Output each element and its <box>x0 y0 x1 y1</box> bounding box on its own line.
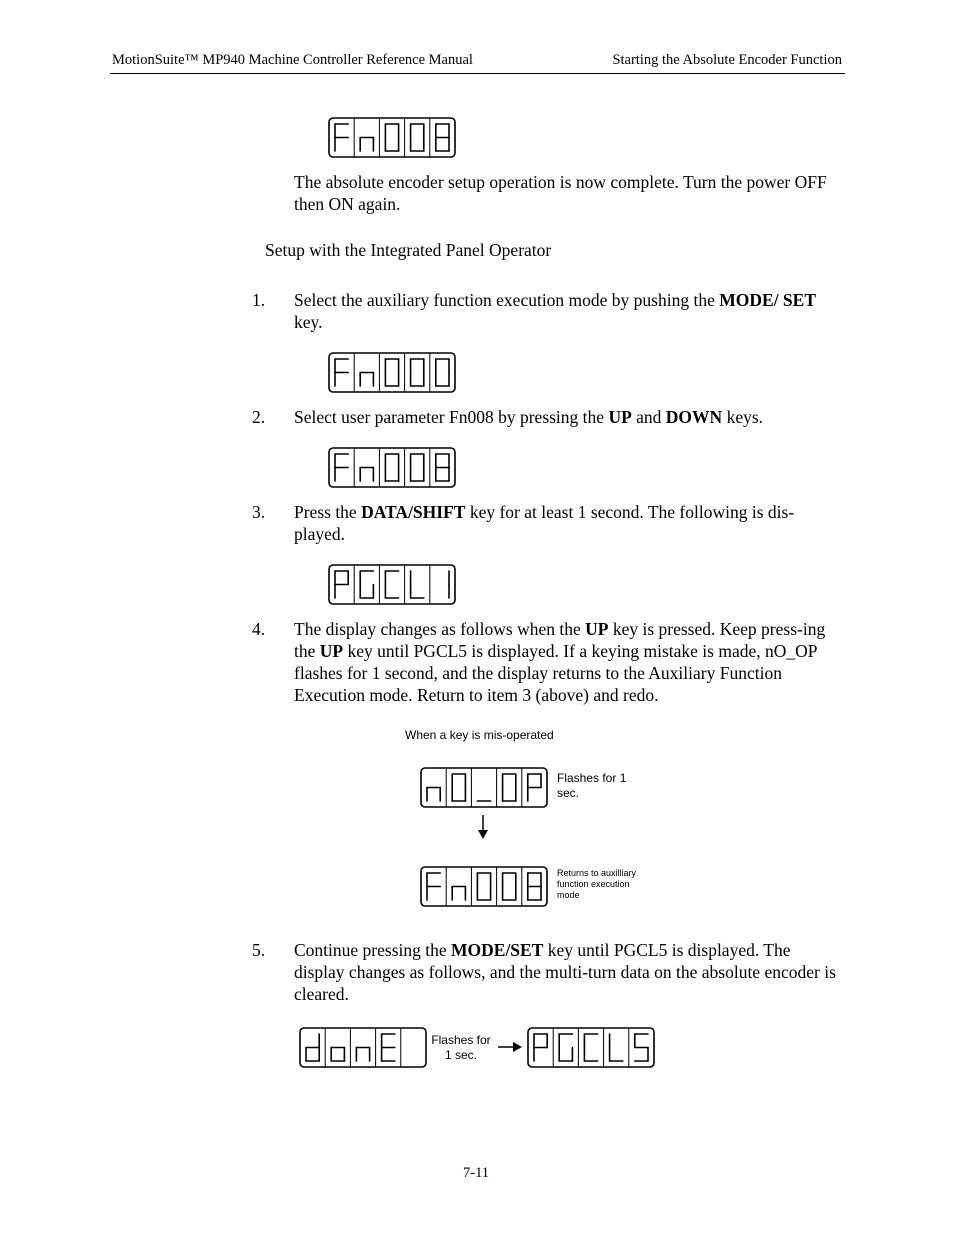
display-pgcl1 <box>328 564 456 605</box>
step-2-number: 2. <box>252 407 266 427</box>
header-manual-title: MotionSuite™ MP940 Machine Controller Reference Manual <box>112 52 473 68</box>
step-5-number: 5. <box>252 940 266 960</box>
intro-paragraph: The absolute encoder setup operation is now complete. Turn the power OFF then ON again. <box>294 172 827 214</box>
display-fn008-top <box>328 117 456 158</box>
right-arrow-icon <box>498 1040 524 1054</box>
step-3-text: Press the DATA/SHIFT key for at least 1 second. The following is dis-played. <box>294 502 795 544</box>
step-1-text: Select the auxiliary function execution mode by pushing the MODE/ SET key. <box>294 290 817 332</box>
step-4-text: The display changes as follows when the UP key is pressed. Keep press-ing the UP key until PGCL5 is displayed. If a keying mistake is made, nO_OP flashes for 1 second, and the display returns to the Auxiliary Function Execution mode. Return to item 3 (above) and redo. <box>294 619 826 705</box>
return-note: Returns to auxilliary function execution mode <box>557 868 637 900</box>
display-no-op <box>420 767 548 808</box>
page-number: 7-11 <box>463 1165 490 1181</box>
flash-note-no-op: Flashes for 1 sec. <box>557 771 627 800</box>
step-2-text: Select user parameter Fn008 by pressing the UP and DOWN keys. <box>294 407 764 427</box>
step-1-number: 1. <box>252 290 266 310</box>
down-arrow-icon <box>476 815 490 841</box>
display-fn008-step2 <box>328 447 456 488</box>
display-fn008-return <box>420 866 548 907</box>
display-done <box>299 1027 427 1068</box>
step-3-number: 3. <box>252 502 266 522</box>
section-title: Setup with the Integrated Panel Operator <box>265 240 552 260</box>
step-5-text: Continue pressing the MODE/SET key until PGCL5 is displayed. The display changes as follows, and the multi-turn data on the absolute encoder is cleared. <box>294 940 836 1004</box>
display-fn000 <box>328 352 456 393</box>
display-pgcl5 <box>527 1027 655 1068</box>
flash-note-done: Flashes for 1 sec. <box>431 1033 491 1062</box>
header-section-title: Starting the Absolute Encoder Function <box>612 52 842 68</box>
figure-caption-misoperated: When a key is mis-operated <box>405 728 554 742</box>
step-4-number: 4. <box>252 619 266 639</box>
header-rule <box>110 73 845 74</box>
